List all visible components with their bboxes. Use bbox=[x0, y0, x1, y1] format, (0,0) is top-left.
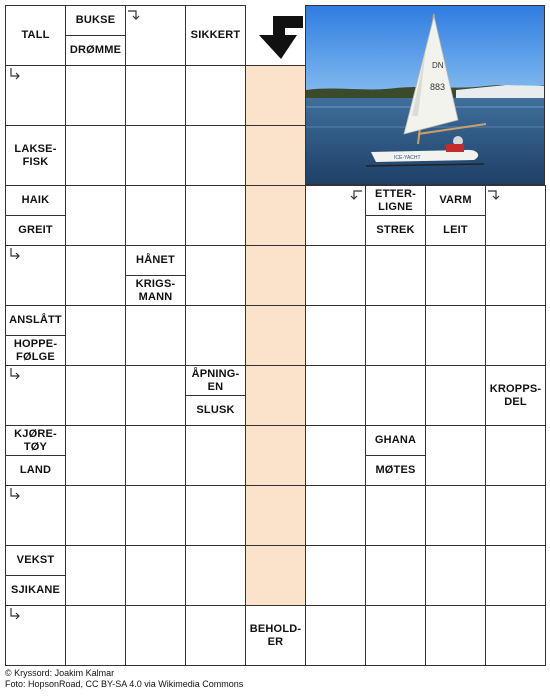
answer-cell[interactable] bbox=[125, 65, 186, 126]
clue-kropps-del: KROPPS- DEL bbox=[485, 365, 546, 426]
sail-text-dn: DN bbox=[432, 61, 444, 70]
solution-cell[interactable] bbox=[245, 425, 306, 486]
clue-greit: GREIT bbox=[5, 215, 66, 246]
answer-cell[interactable] bbox=[185, 125, 246, 186]
solution-arrow-icon bbox=[245, 5, 305, 65]
answer-cell[interactable] bbox=[185, 545, 246, 606]
answer-cell[interactable] bbox=[125, 305, 186, 366]
answer-cell[interactable] bbox=[65, 605, 126, 666]
answer-cell[interactable] bbox=[65, 365, 126, 426]
clue-varm: VARM bbox=[425, 185, 486, 216]
credits bbox=[5, 668, 243, 690]
answer-cell[interactable] bbox=[65, 245, 126, 306]
answer-cell[interactable] bbox=[365, 305, 426, 366]
clue-anslått: ANSLÅTT bbox=[5, 305, 66, 336]
solution-cell[interactable] bbox=[245, 65, 306, 126]
answer-cell[interactable] bbox=[305, 605, 366, 666]
clue-sikkert: SIKKERT bbox=[185, 5, 246, 66]
clue-direction-arrow-icon bbox=[487, 188, 501, 202]
sail-text-number: 883 bbox=[430, 82, 446, 92]
answer-cell[interactable] bbox=[365, 545, 426, 606]
clue-direction-arrow-icon bbox=[8, 487, 22, 501]
answer-cell[interactable] bbox=[425, 485, 486, 546]
answer-cell[interactable] bbox=[65, 65, 126, 126]
answer-cell[interactable] bbox=[425, 545, 486, 606]
clue-direction-arrow-icon bbox=[8, 67, 22, 81]
answer-cell[interactable] bbox=[185, 425, 246, 486]
answer-cell[interactable] bbox=[305, 305, 366, 366]
answer-cell[interactable] bbox=[365, 245, 426, 306]
answer-cell[interactable] bbox=[485, 545, 546, 606]
clue-krigs-mann: KRIGS- MANN bbox=[125, 275, 186, 306]
credit-crossword: © Kryssord: Joakim Kalmar bbox=[5, 668, 115, 678]
clue-direction-arrow-icon bbox=[8, 367, 22, 381]
clue-land: LAND bbox=[5, 455, 66, 486]
answer-cell[interactable] bbox=[305, 425, 366, 486]
answer-cell[interactable] bbox=[485, 485, 546, 546]
clue-ghana: GHANA bbox=[365, 425, 426, 456]
clue-møtes: MØTES bbox=[365, 455, 426, 486]
answer-cell[interactable] bbox=[305, 485, 366, 546]
answer-cell[interactable] bbox=[65, 305, 126, 366]
answer-cell[interactable] bbox=[125, 485, 186, 546]
solution-cell[interactable] bbox=[245, 185, 306, 246]
answer-cell[interactable] bbox=[425, 305, 486, 366]
clue-strek: STREK bbox=[365, 215, 426, 246]
answer-cell[interactable] bbox=[125, 425, 186, 486]
answer-cell[interactable] bbox=[185, 305, 246, 366]
answer-cell[interactable] bbox=[485, 605, 546, 666]
clue-bukse: BUKSE bbox=[65, 5, 126, 36]
answer-cell[interactable] bbox=[125, 125, 186, 186]
answer-cell[interactable] bbox=[185, 485, 246, 546]
clue-direction-arrow-icon bbox=[349, 188, 363, 202]
answer-cell[interactable] bbox=[65, 125, 126, 186]
solution-cell[interactable] bbox=[245, 365, 306, 426]
hull-text: ICE-YACHT bbox=[394, 155, 421, 161]
solution-cell[interactable] bbox=[245, 305, 306, 366]
answer-cell[interactable] bbox=[65, 545, 126, 606]
solution-cell[interactable] bbox=[245, 485, 306, 546]
answer-cell[interactable] bbox=[125, 545, 186, 606]
answer-cell[interactable] bbox=[305, 365, 366, 426]
answer-cell[interactable] bbox=[425, 605, 486, 666]
clue-direction-arrow-icon bbox=[127, 8, 141, 22]
clue-vekst: VEKST bbox=[5, 545, 66, 576]
clue-hånet: HÅNET bbox=[125, 245, 186, 276]
answer-cell[interactable] bbox=[125, 605, 186, 666]
clue-hoppe-følge: HOPPE- FØLGE bbox=[5, 335, 66, 366]
clue-haik: HAIK bbox=[5, 185, 66, 216]
answer-cell[interactable] bbox=[485, 245, 546, 306]
clue-kjøre-tøy: KJØRE- TØY bbox=[5, 425, 66, 456]
answer-cell[interactable] bbox=[125, 365, 186, 426]
clue-direction-arrow-icon bbox=[8, 607, 22, 621]
clue-behold-er: BEHOLD- ER bbox=[245, 605, 306, 666]
answer-cell[interactable] bbox=[65, 485, 126, 546]
clue-drømme: DRØMME bbox=[65, 35, 126, 66]
answer-cell[interactable] bbox=[365, 605, 426, 666]
answer-cell[interactable] bbox=[185, 65, 246, 126]
answer-cell[interactable] bbox=[425, 425, 486, 486]
answer-cell[interactable] bbox=[425, 365, 486, 426]
solution-cell[interactable] bbox=[245, 545, 306, 606]
clue-slusk: SLUSK bbox=[185, 395, 246, 426]
clue-sjikane: SJIKANE bbox=[5, 575, 66, 606]
ice-yacht-photo bbox=[305, 5, 545, 185]
answer-cell[interactable] bbox=[305, 545, 366, 606]
clue-leit: LEIT bbox=[425, 215, 486, 246]
credit-photo: Foto: HopsonRoad, CC BY-SA 4.0 via Wikimedia Commons bbox=[5, 679, 244, 689]
solution-cell[interactable] bbox=[245, 245, 306, 306]
answer-cell[interactable] bbox=[485, 425, 546, 486]
answer-cell[interactable] bbox=[365, 485, 426, 546]
answer-cell[interactable] bbox=[305, 245, 366, 306]
answer-cell[interactable] bbox=[125, 185, 186, 246]
clue-etter-ligne: ETTER- LIGNE bbox=[365, 185, 426, 216]
answer-cell[interactable] bbox=[65, 425, 126, 486]
answer-cell[interactable] bbox=[65, 185, 126, 246]
answer-cell[interactable] bbox=[485, 305, 546, 366]
answer-cell[interactable] bbox=[185, 245, 246, 306]
clue-direction-arrow-icon bbox=[8, 247, 22, 261]
clue-åpning-en: ÅPNING- EN bbox=[185, 365, 246, 396]
answer-cell[interactable] bbox=[185, 185, 246, 246]
solution-cell[interactable] bbox=[245, 125, 306, 186]
answer-cell[interactable] bbox=[425, 245, 486, 306]
clue-tall: TALL bbox=[5, 5, 66, 66]
clue-lakse-fisk: LAKSE- FISK bbox=[5, 125, 66, 186]
answer-cell[interactable] bbox=[365, 365, 426, 426]
answer-cell[interactable] bbox=[185, 605, 246, 666]
